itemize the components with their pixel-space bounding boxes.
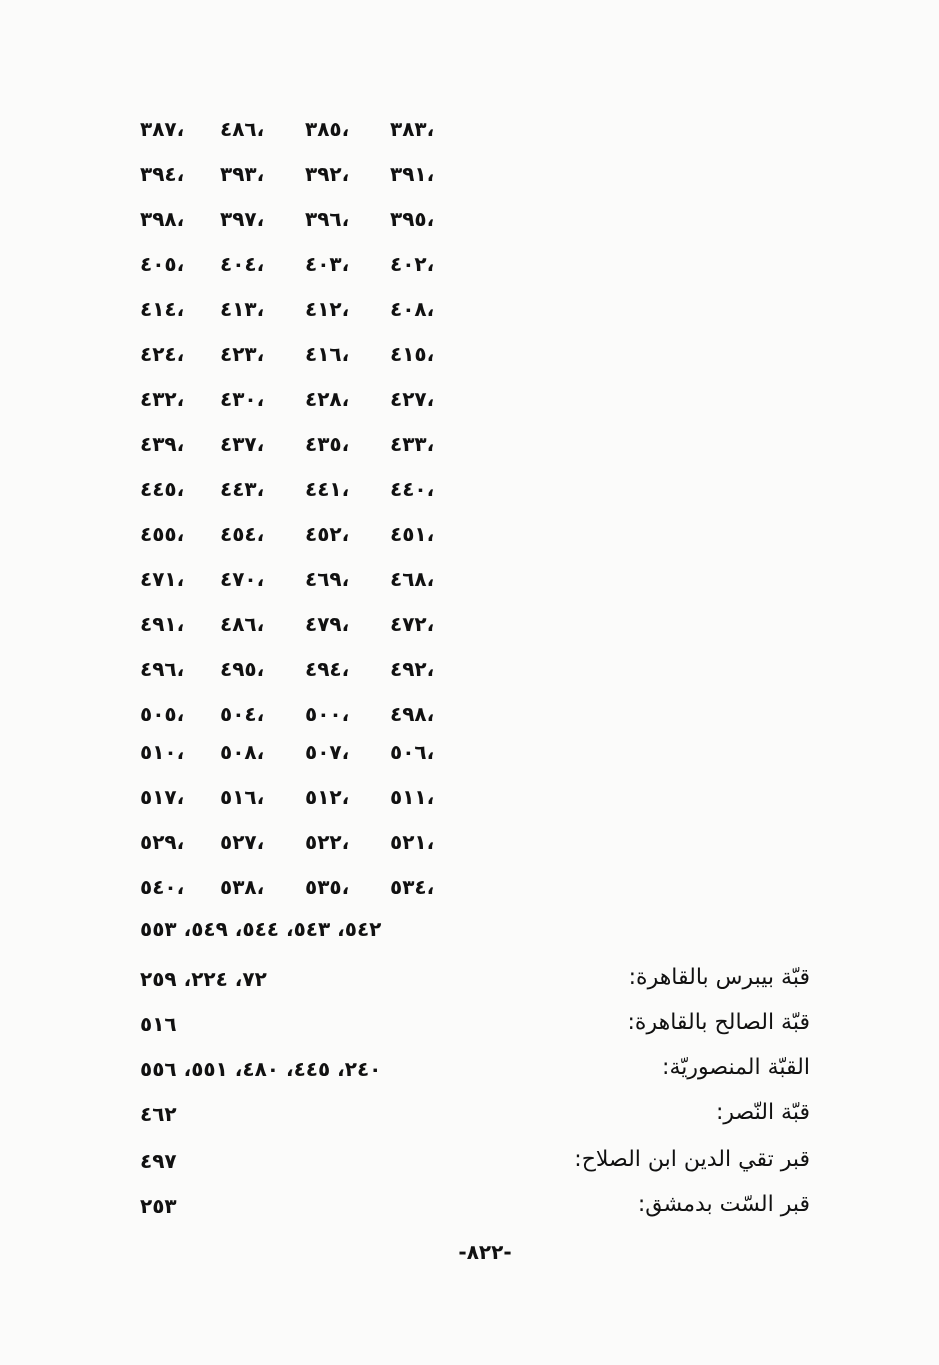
page-reference: ٤٤٠، <box>390 477 435 501</box>
page-reference: ٥٢٢، <box>305 830 350 854</box>
index-entry <box>140 1100 810 1140</box>
page-reference: ٥٠٧، <box>305 740 350 764</box>
page-reference: ٤٩١، <box>140 612 185 636</box>
page-reference-row <box>140 740 470 780</box>
page-reference-row <box>140 117 470 157</box>
page-reference: ٥١٦، <box>220 785 265 809</box>
index-entry <box>140 1192 810 1232</box>
entry-label: قبّة الصالح بالقاهرة: <box>627 1010 810 1035</box>
index-entry <box>140 1147 810 1187</box>
entry-pages: ٥١٦ <box>140 1012 177 1036</box>
page-reference: ٤٣٩، <box>140 432 185 456</box>
page-number: -٨٢٢- <box>458 1240 512 1264</box>
page-reference-row <box>140 875 470 915</box>
page-reference-row <box>140 702 470 742</box>
page-reference: ٣٨٥، <box>305 117 350 141</box>
page-reference: ٤١٤، <box>140 297 185 321</box>
page-reference: ٤٧١، <box>140 567 185 591</box>
page-reference-row <box>140 342 470 382</box>
page-reference: ٥٠٥، <box>140 702 185 726</box>
page-reference: ٤٨٦، <box>220 117 265 141</box>
page-reference: ٥١٧، <box>140 785 185 809</box>
page-reference: ٣٩٦، <box>305 207 350 231</box>
entry-pages: ٤٦٢ <box>140 1102 177 1126</box>
page-reference: ٤٧٢، <box>390 612 435 636</box>
page-reference: ٤٥٢، <box>305 522 350 546</box>
page-reference-row <box>140 297 470 337</box>
page-reference: ٤٣٠، <box>220 387 265 411</box>
page-reference: ٤١٥، <box>390 342 435 366</box>
page-reference: ٣٩٧، <box>220 207 265 231</box>
page-reference: ٤٩٨، <box>390 702 435 726</box>
entry-pages: ٢٥٣ <box>140 1194 177 1218</box>
page-reference: ٤٢٧، <box>390 387 435 411</box>
page-reference: ٤٤٣، <box>220 477 265 501</box>
page-reference: ٤١٦، <box>305 342 350 366</box>
page-reference: ٥٢٩، <box>140 830 185 854</box>
page-reference: ٤١٣، <box>220 297 265 321</box>
entry-label: قبر السّت بدمشق: <box>637 1192 810 1217</box>
page-reference: ٣٩٨، <box>140 207 185 231</box>
page-reference: ٥٠٤، <box>220 702 265 726</box>
page-reference: ٥٣٥، <box>305 875 350 899</box>
page-reference: ٤٣٧، <box>220 432 265 456</box>
entry-pages: ٧٢، ٢٢٤، ٢٥٩ <box>140 967 267 991</box>
entry-label: قبّة النّصر: <box>715 1100 810 1125</box>
page-reference: ٥٠٨، <box>220 740 265 764</box>
page-reference: ٤٠٢، <box>390 252 435 276</box>
page-reference: ٤٣٣، <box>390 432 435 456</box>
page-reference: ٣٩٤، <box>140 162 185 186</box>
page-reference: ٤٠٨، <box>390 297 435 321</box>
page-reference-row <box>140 657 470 697</box>
page-reference: ٤٨٦، <box>220 612 265 636</box>
page-reference: ٥١٢، <box>305 785 350 809</box>
index-entry <box>140 965 810 1005</box>
page-reference-row <box>140 522 470 562</box>
page-reference: ٤٩٢، <box>390 657 435 681</box>
page-reference-row <box>140 477 470 517</box>
page-reference: ٤٥١، <box>390 522 435 546</box>
page-reference: ٤٧٠، <box>220 567 265 591</box>
page-reference: ٣٨٧، <box>140 117 185 141</box>
page-reference: ٤٠٣، <box>305 252 350 276</box>
page-reference: ٥٤٠، <box>140 875 185 899</box>
page-reference-row <box>140 567 470 607</box>
page-reference: ٥١٠، <box>140 740 185 764</box>
page-reference: ٤٧٩، <box>305 612 350 636</box>
page-reference: ٤٤٥، <box>140 477 185 501</box>
page-reference: ٤٠٤، <box>220 252 265 276</box>
page-reference-row <box>140 785 470 825</box>
page-reference: ٣٩٥، <box>390 207 435 231</box>
page-reference: ٤٣٢، <box>140 387 185 411</box>
page-reference: ٤٠٥، <box>140 252 185 276</box>
index-entry <box>140 1055 810 1095</box>
page-reference-row <box>140 432 470 472</box>
page-reference: ٤٥٤، <box>220 522 265 546</box>
page-reference-row <box>140 207 470 247</box>
entry-pages: ٤٩٧ <box>140 1149 177 1173</box>
page-reference: ٤٣٥، <box>305 432 350 456</box>
page-reference-row <box>140 612 470 652</box>
page-reference-last-line: ٥٤٢، ٥٤٣، ٥٤٤، ٥٤٩، ٥٥٣ <box>140 917 382 941</box>
page-reference: ٣٨٣، <box>390 117 435 141</box>
entry-label: القبّة المنصوريّة: <box>662 1055 810 1080</box>
entry-label: قبّة بيبرس بالقاهرة: <box>628 965 810 990</box>
page-reference: ٤٢٣، <box>220 342 265 366</box>
page-reference-row <box>140 387 470 427</box>
page-reference: ٥١١، <box>390 785 435 809</box>
page-reference-row <box>140 252 470 292</box>
page-reference-row <box>140 162 470 202</box>
page-reference: ٣٩٣، <box>220 162 265 186</box>
page-reference: ٥٣٨، <box>220 875 265 899</box>
page-reference-row <box>140 830 470 870</box>
page-reference: ٤٢٤، <box>140 342 185 366</box>
page-reference: ٥٣٤، <box>390 875 435 899</box>
page-reference: ٣٩٢، <box>305 162 350 186</box>
page-reference: ٤٦٩، <box>305 567 350 591</box>
page-reference: ٤١٢، <box>305 297 350 321</box>
index-entry <box>140 1010 810 1050</box>
page-reference: ٥٢١، <box>390 830 435 854</box>
page-reference: ٤٩٤، <box>305 657 350 681</box>
entry-pages: ٢٤٠، ٤٤٥، ٤٨٠، ٥٥١، ٥٥٦ <box>140 1057 382 1081</box>
page-reference: ٤٤١، <box>305 477 350 501</box>
page-reference: ٥٢٧، <box>220 830 265 854</box>
entry-label: قبر تقي الدين ابن الصلاح: <box>574 1147 810 1172</box>
page-reference: ٤٩٥، <box>220 657 265 681</box>
page-reference: ٣٩١، <box>390 162 435 186</box>
page-reference: ٤٢٨، <box>305 387 350 411</box>
page-reference: ٥٠٠، <box>305 702 350 726</box>
page-reference: ٤٩٦، <box>140 657 185 681</box>
page-reference: ٤٦٨، <box>390 567 435 591</box>
page-reference: ٥٠٦، <box>390 740 435 764</box>
page-reference: ٤٥٥، <box>140 522 185 546</box>
